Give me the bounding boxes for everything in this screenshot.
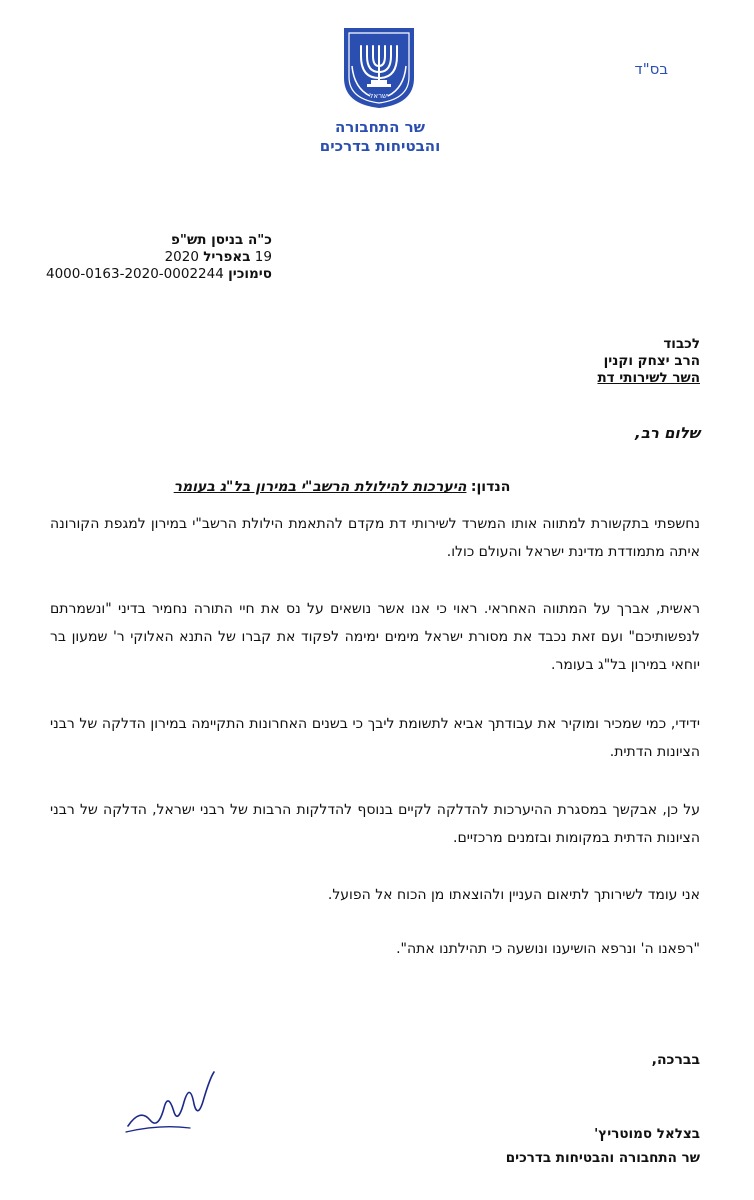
body-paragraph-2: ראשית, אברך על המתווה האחראי. ראוי כי אנו אשר נושאים על נס את חיי התורה נחמיר בדיני "ונשמרתם לנפשותיכם" ועם זאת נכבד את מסורת ישראל מימים ימימה לפקוד את קברו של התנא האלוקי ר' שמעון בר יוחאי במירון בל"ג בעומר. (50, 601, 700, 673)
subject-line (40, 479, 644, 495)
addressee-block (597, 336, 700, 387)
body-paragraph-4: על כן, אבקשך במסגרת ההיערכות להדלקה לקיים בנוסף להדלקות הרבות של רבני ישראל, הדלקה של רבני הציונות הדתית במקומות ובזמנים מרכזיים. (50, 802, 700, 846)
signature-icon (120, 1068, 220, 1138)
signer-title: שר התחבורה והבטיחות בדרכים (505, 1150, 700, 1166)
hebrew-date: כ"ה בניסן תש"פ (171, 232, 272, 248)
reference-line (46, 266, 272, 283)
body-paragraph-3: ידידי, כמי שמכיר ומוקיר את עבודתך אביא לתשומת ליבך כי בשנים האחרונות התקיימה במירון הדלקה של רבני הציונות הדתית. (50, 716, 700, 760)
gregorian-date (46, 249, 272, 266)
body-paragraph-1: נחשפתי בתקשורת למתווה אותו המשרד לשירותי דת מקדם להתאמת הילולת הרשב"י במירון למגפת הקורונה איתה מתמודדת מדינת ישראל והעולם כולו. (50, 516, 700, 560)
addressee-honorific: לכבוד (663, 336, 700, 352)
addressee-name: הרב יצחק וקנין (603, 353, 700, 369)
ministry-name (250, 118, 510, 156)
bsd-mark: בס"ד (634, 60, 668, 78)
gregorian-month: באפריל (203, 249, 251, 265)
signer-name: בצלאל סמוטריץ' (594, 1126, 700, 1142)
state-emblem-icon (340, 26, 418, 110)
subject-label: הנדון: (470, 479, 511, 495)
subject-topic: היערכות להילולת הרשב"י במירון בל"ג בעומר (173, 479, 467, 495)
date-block (46, 232, 272, 283)
gregorian-year: 2020 (164, 249, 199, 265)
addressee-title: השר לשירותי דת (597, 370, 700, 386)
emblem-label: ישראל (369, 92, 389, 100)
ministry-name-line2: והבטיחות בדרכים (319, 137, 441, 155)
greeting: שלום רב, (635, 424, 700, 442)
reference-number: 4000-0163-2020-0002244 (46, 266, 224, 282)
reference-label: סימוכין (228, 266, 272, 282)
gregorian-day: 19 (254, 249, 272, 265)
closing-blessing: בברכה, (651, 1052, 700, 1068)
ministry-name-line1: שר התחבורה (334, 118, 426, 136)
body-paragraph-5: אני עומד לשירותך לתיאום העניין ולהוצאתו מן הכוח אל הפועל. (327, 887, 700, 903)
body-paragraph-6: "רפאנו ה' ונרפא הושיענו ונושעה כי תהילתנו אתה". (396, 941, 700, 957)
